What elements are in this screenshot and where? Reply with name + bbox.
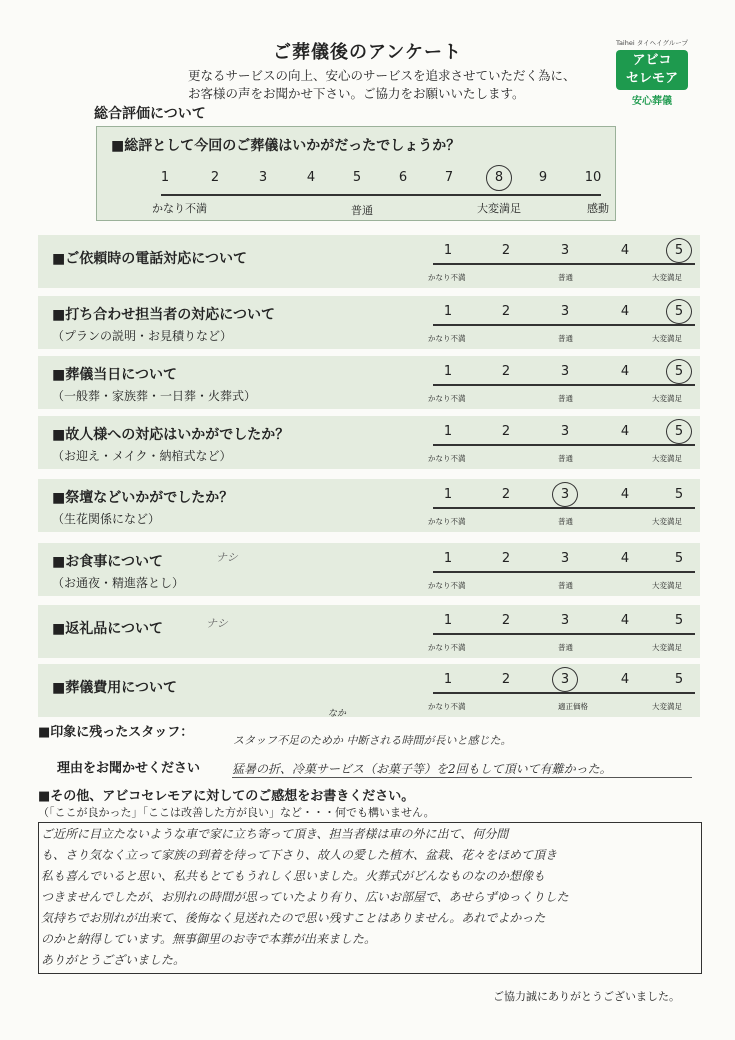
comment-line: ありがとうございました。 — [41, 953, 186, 967]
selected-circle — [552, 667, 578, 692]
question-row — [38, 664, 700, 717]
scale-label: 大変満足 — [652, 334, 682, 343]
scale-label: かなり不満 — [428, 334, 466, 343]
comment-box[interactable] — [38, 822, 702, 974]
question-row — [38, 543, 700, 596]
scale-label: 普通 — [558, 454, 573, 463]
scale-option-5[interactable]: 5 — [674, 424, 684, 439]
scale-option-3[interactable]: 3 — [560, 487, 570, 502]
scale-label: 大変満足 — [652, 581, 682, 590]
scale-option-2[interactable]: 2 — [501, 551, 511, 566]
reason-underline — [232, 777, 692, 778]
question-row — [38, 416, 700, 469]
comment-line: ご近所に目立たないような車で家に立ち寄って頂き、担当者様は車の外に出て、何分間 — [41, 827, 509, 841]
overall-scale-number[interactable]: 8 — [494, 170, 504, 185]
scale-option-2[interactable]: 2 — [501, 672, 511, 687]
question-text: ■返礼品について — [52, 621, 163, 637]
scale-label: かなり不満 — [428, 702, 466, 711]
overall-scale-number[interactable]: 9 — [538, 170, 548, 185]
scale-label: 普通 — [558, 334, 573, 343]
scale-option-4[interactable]: 4 — [620, 364, 630, 379]
staff-label: ■印象に残ったスタッフ： — [38, 725, 194, 740]
scale-label: かなり不満 — [428, 273, 466, 282]
reason-label: 理由をお聞かせください — [57, 761, 201, 776]
scale-label: 大変満足 — [652, 702, 682, 711]
overall-scale-line — [161, 194, 601, 196]
other-hint: （「ここが良かった」「ここは改善した方が良い」など・・・何でも構いません。 — [38, 806, 435, 819]
intro-text: 更なるサービスの向上、安心のサービスを追求させていただく為に、 お客様の声をお聞かせ下さい。ご協力をお願いいたします。 — [188, 68, 576, 101]
scale-line — [433, 384, 695, 386]
scale-option-1[interactable]: 1 — [443, 487, 453, 502]
scale-line — [433, 507, 695, 509]
staff-answer-insert: なか — [328, 709, 347, 719]
question-row — [38, 356, 700, 409]
question-row — [38, 296, 700, 349]
logo-box: アビコ セレモア — [616, 50, 688, 90]
scale-label: 普通 — [558, 394, 573, 403]
scale-option-3[interactable]: 3 — [560, 243, 570, 258]
scale-option-1[interactable]: 1 — [443, 424, 453, 439]
scale-option-4[interactable]: 4 — [620, 672, 630, 687]
question-text: ■打ち合わせ担当者の対応について — [52, 307, 275, 323]
overall-scale-number[interactable]: 7 — [444, 170, 454, 185]
scale-option-4[interactable]: 4 — [620, 424, 630, 439]
question-text: ■お食事について — [52, 554, 163, 570]
company-logo — [606, 38, 698, 120]
scale-label: 普通 — [558, 581, 573, 590]
handwritten-note: ナシ — [216, 551, 238, 564]
scale-option-5[interactable]: 5 — [674, 487, 684, 502]
overall-scale-number[interactable]: 1 — [160, 170, 170, 185]
scale-line — [433, 444, 695, 446]
scale-label: 大変満足 — [652, 454, 682, 463]
overall-rating-box — [96, 126, 616, 221]
question-subtext: （プランの説明・お見積りなど） — [52, 329, 233, 343]
scale-label: 大変満足 — [652, 394, 682, 403]
scale-option-1[interactable]: 1 — [443, 243, 453, 258]
scale-label: かなり不満 — [428, 517, 466, 526]
scale-option-1[interactable]: 1 — [443, 364, 453, 379]
overall-selected-circle — [486, 165, 512, 191]
scale-option-3[interactable]: 3 — [560, 672, 570, 687]
overall-label-top: 感動 — [587, 202, 609, 215]
scale-label: 普通 — [558, 643, 573, 652]
scale-option-2[interactable]: 2 — [501, 613, 511, 628]
question-text: ■ご依頼時の電話対応について — [52, 251, 247, 267]
scale-line — [433, 633, 695, 635]
scale-line — [433, 571, 695, 573]
group-name: Taihei タイヘイグループ — [616, 39, 688, 47]
section-title-overall: 総合評価について — [94, 106, 206, 122]
question-text: ■葬儀費用について — [52, 680, 177, 696]
scale-option-3[interactable]: 3 — [560, 304, 570, 319]
logo-sub: 安心葬儀 — [632, 96, 672, 107]
handwritten-note: ナシ — [206, 617, 228, 630]
overall-scale-number[interactable]: 4 — [306, 170, 316, 185]
selected-circle — [666, 359, 692, 384]
question-subtext: （生花関係になど） — [52, 512, 161, 526]
selected-circle — [666, 299, 692, 324]
overall-label-low: かなり不満 — [152, 202, 207, 215]
scale-option-3[interactable]: 3 — [560, 424, 570, 439]
staff-answer[interactable]: スタッフ不足のためか 中断される時間が長いと感じた。 — [233, 734, 512, 747]
scale-line — [433, 324, 695, 326]
scale-label: かなり不満 — [428, 581, 466, 590]
scale-option-4[interactable]: 4 — [620, 243, 630, 258]
scale-label: かなり不満 — [428, 394, 466, 403]
question-subtext: （お通夜・精進落とし） — [52, 576, 185, 590]
scale-label: 普通 — [558, 517, 573, 526]
overall-label-mid: 普通 — [351, 204, 373, 217]
scale-option-4[interactable]: 4 — [620, 304, 630, 319]
scale-option-3[interactable]: 3 — [560, 613, 570, 628]
question-text: ■故人様への対応はいかがでしたか？ — [52, 427, 290, 443]
scale-option-4[interactable]: 4 — [620, 487, 630, 502]
scale-option-1[interactable]: 1 — [443, 613, 453, 628]
selected-circle — [666, 238, 692, 263]
overall-question: ■総評として今回のご葬儀はいかがだったでしょうか？ — [111, 138, 461, 154]
selected-circle — [552, 482, 578, 507]
question-row — [38, 235, 700, 288]
scale-option-2[interactable]: 2 — [501, 304, 511, 319]
overall-scale-number[interactable]: 6 — [398, 170, 408, 185]
scale-option-2[interactable]: 2 — [501, 424, 511, 439]
scale-option-5[interactable]: 5 — [674, 243, 684, 258]
question-row — [38, 605, 700, 658]
other-label: ■その他、アビコセレモアに対してのご感想をお書きください。 — [38, 789, 415, 804]
overall-scale-number[interactable]: 5 — [352, 170, 362, 185]
scale-option-4[interactable]: 4 — [620, 613, 630, 628]
comment-line: のかと納得しています。無事御里のお寺で本葬が出来ました。 — [41, 932, 377, 946]
thanks-text: ご協力誠にありがとうございました。 — [493, 990, 680, 1003]
scale-option-5[interactable]: 5 — [674, 613, 684, 628]
scale-label: 大変満足 — [652, 517, 682, 526]
scale-line — [433, 263, 695, 265]
scale-option-3[interactable]: 3 — [560, 551, 570, 566]
scale-option-2[interactable]: 2 — [501, 243, 511, 258]
overall-scale-number[interactable]: 3 — [258, 170, 268, 185]
scale-line — [433, 692, 695, 694]
comment-line: 気持ちでお別れが出来て、後悔なく見送れたので思い残すことはありません。あれでよかった — [41, 911, 546, 925]
scale-label: 大変満足 — [652, 273, 682, 282]
overall-scale-number[interactable]: 2 — [210, 170, 220, 185]
question-subtext: （お迎え・メイク・納棺式など） — [52, 449, 232, 463]
scale-option-1[interactable]: 1 — [443, 304, 453, 319]
scale-option-5[interactable]: 5 — [674, 364, 684, 379]
reason-answer[interactable]: 猛暑の折、冷菓サービス（お菓子等）を2回もして頂いて有難かった。 — [232, 762, 612, 776]
question-row — [38, 479, 700, 532]
scale-option-2[interactable]: 2 — [501, 487, 511, 502]
overall-label-high: 大変満足 — [477, 202, 521, 215]
question-text: ■葬儀当日について — [52, 367, 177, 383]
question-text: ■祭壇などいかがでしたか？ — [52, 490, 234, 506]
comment-line: も、さり気なく立って家族の到着を待って下さり、故人の愛した植木、盆栽、花々をほめて頂き — [41, 848, 558, 862]
scale-option-3[interactable]: 3 — [560, 364, 570, 379]
page-title: ご葬儀後のアンケート — [273, 42, 462, 63]
overall-scale-number[interactable]: 10 — [584, 170, 602, 185]
scale-option-1[interactable]: 1 — [443, 551, 453, 566]
scale-option-1[interactable]: 1 — [443, 672, 453, 687]
scale-option-5[interactable]: 5 — [674, 551, 684, 566]
scale-option-5[interactable]: 5 — [674, 672, 684, 687]
scale-label: 大変満足 — [652, 643, 682, 652]
scale-option-4[interactable]: 4 — [620, 551, 630, 566]
scale-label: かなり不満 — [428, 643, 466, 652]
scale-option-2[interactable]: 2 — [501, 364, 511, 379]
comment-line: つきませんでしたが、お別れの時間が思っていたより有り、広いお部屋で、あせらずゆっくりした — [41, 890, 569, 904]
selected-circle — [666, 419, 692, 444]
scale-label: 適正価格 — [558, 702, 588, 711]
scale-label: かなり不満 — [428, 454, 466, 463]
comment-line: 私も喜んでいると思い、私共もとてもうれしく思いました。火葬式がどんなものなのか想像も — [41, 869, 546, 883]
scale-label: 普通 — [558, 273, 573, 282]
question-subtext: （一般葬・家族葬・一日葬・火葬式） — [52, 389, 257, 403]
scale-option-5[interactable]: 5 — [674, 304, 684, 319]
